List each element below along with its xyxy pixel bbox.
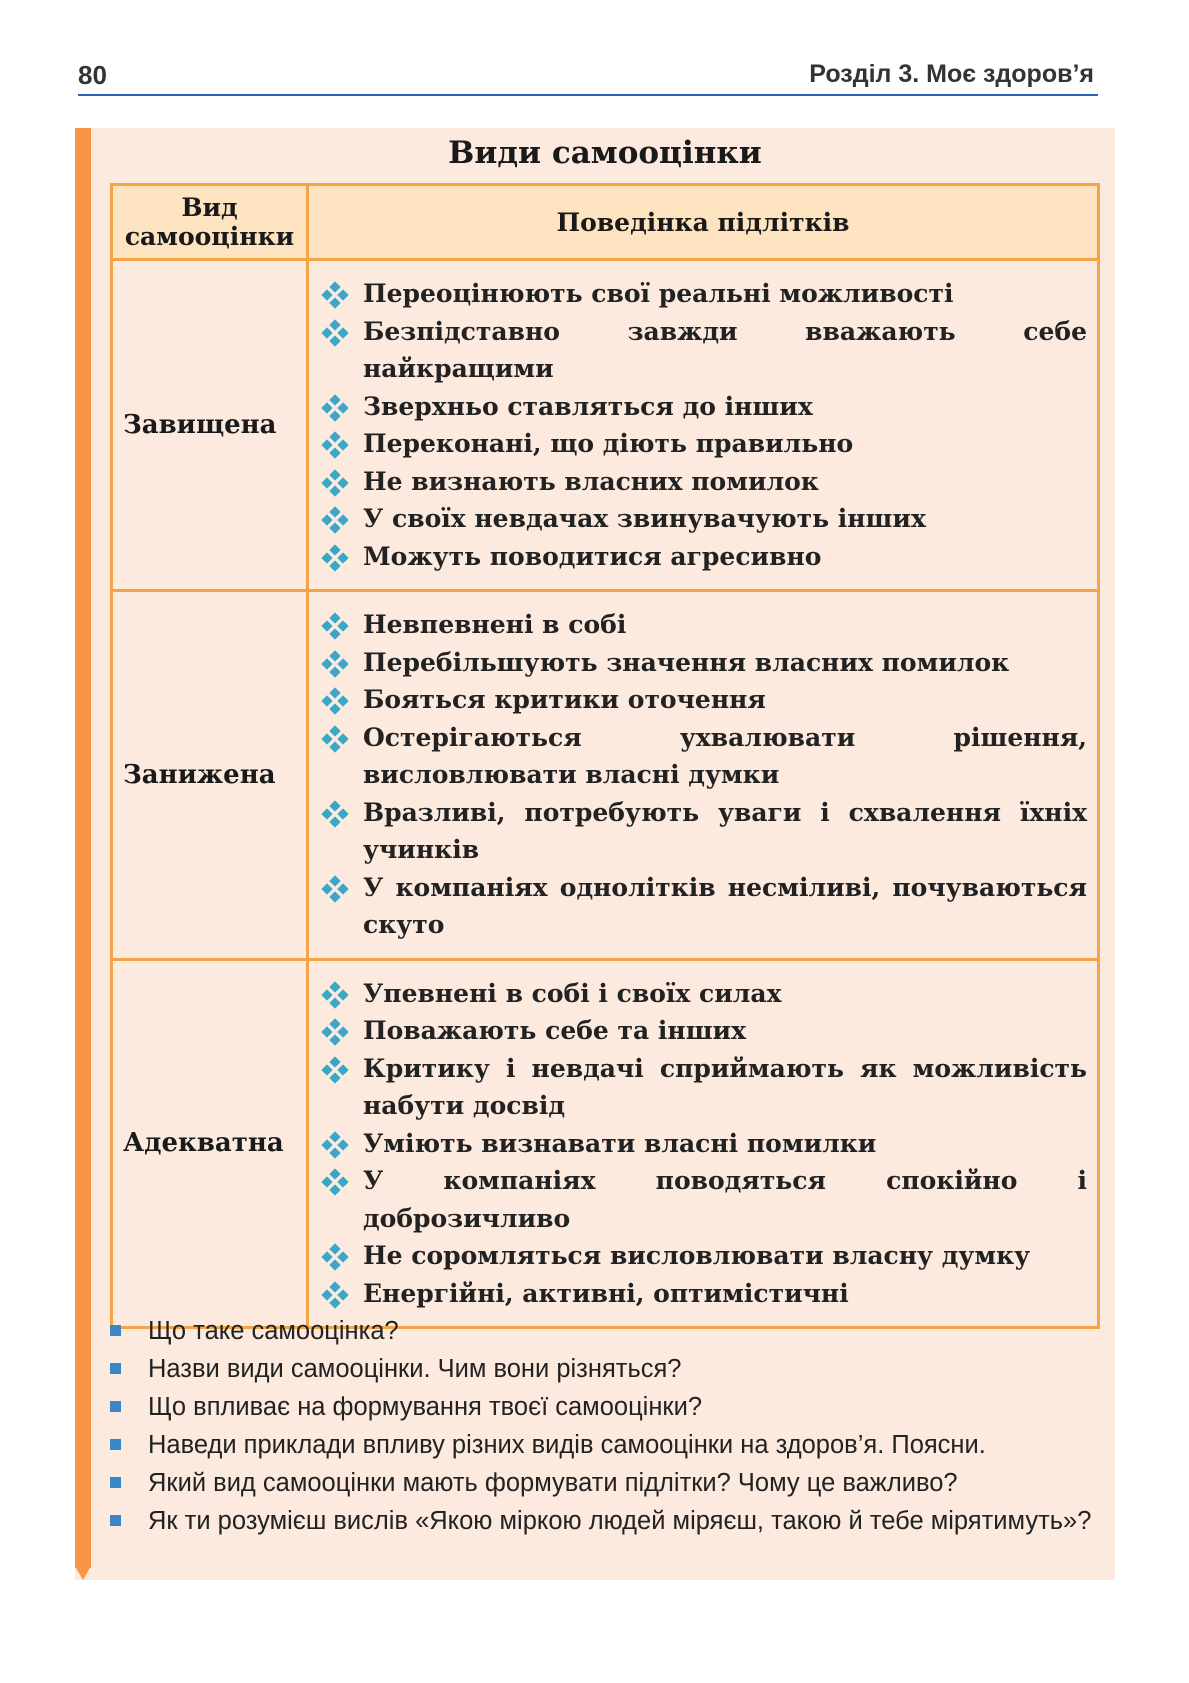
list-item: Не визнають власних помилок [323, 463, 1087, 501]
diamond-bullet-icon [323, 471, 347, 495]
side-accent-bar [75, 128, 91, 1568]
diamond-bullet-icon [323, 727, 347, 751]
review-questions [110, 1316, 1100, 1544]
question-item: Назви види самооцінки. Чим вони різняться? [110, 1354, 1100, 1385]
list-item: Остерігаються ухвалювати рішення, висловлювати власні думки [323, 719, 1087, 794]
list-item: Безпідставно завжди вважають себе найкращими [323, 313, 1087, 388]
behavior-cell [308, 260, 1099, 591]
diamond-bullet-icon [323, 652, 347, 676]
diamond-bullet-icon [323, 1245, 347, 1269]
list-item: Не соромляться висловлювати власну думку [323, 1237, 1087, 1275]
question-item: Наведи приклади впливу різних видів самооцінки на здоров’я. Поясни. [110, 1430, 1100, 1461]
box-title: Види самооцінки [448, 135, 762, 171]
diamond-bullet-icon [323, 321, 347, 345]
diamond-bullet-icon [323, 1133, 347, 1157]
diamond-bullet-icon [323, 546, 347, 570]
question-item: Як ти розумієш вислів «Якою міркою людей міряєш, такою й тебе мірятимуть»? [110, 1506, 1100, 1537]
list-item: У компаніях поводяться спокійно і доброзичливо [323, 1162, 1087, 1237]
list-item: Перебільшують значення власних помилок [323, 644, 1087, 682]
diamond-bullet-icon [323, 877, 347, 901]
behavior-list [323, 275, 1087, 575]
side-arrow-icon [75, 1566, 91, 1580]
diamond-bullet-icon [323, 1283, 347, 1307]
diamond-bullet-icon [323, 283, 347, 307]
diamond-bullet-icon [323, 396, 347, 420]
diamond-bullet-icon [323, 802, 347, 826]
table-header-row [112, 185, 1099, 260]
list-item: Енергійні, активні, оптимістичні [323, 1275, 1087, 1313]
column-header-type: Вид самооцінки [112, 185, 308, 260]
type-cell: Занижена [112, 591, 308, 960]
self-esteem-table [110, 183, 1100, 1329]
diamond-bullet-icon [323, 1058, 347, 1082]
list-item: Переоцінюють свої реальні можливості [323, 275, 1087, 313]
list-item: У своїх невдачах звинувачують інших [323, 500, 1087, 538]
type-cell: Адекватна [112, 959, 308, 1328]
diamond-bullet-icon [323, 614, 347, 638]
question-item: Який вид самооцінки мають формувати підлітки? Чому це важливо? [110, 1468, 1100, 1499]
diamond-bullet-icon [323, 983, 347, 1007]
list-item: Можуть поводитися агресивно [323, 538, 1087, 576]
list-item: Упевнені в собі і своїх силах [323, 975, 1087, 1013]
column-header-behavior: Поведінка підлітків [308, 185, 1099, 260]
list-item: Уміють визнавати власні помилки [323, 1125, 1087, 1163]
diamond-bullet-icon [323, 508, 347, 532]
behavior-list [323, 975, 1087, 1313]
diamond-bullet-icon [323, 1020, 347, 1044]
diamond-bullet-icon [323, 689, 347, 713]
behavior-cell [308, 591, 1099, 960]
square-bullet-icon [110, 1363, 121, 1374]
list-item: Вразливі, потребують уваги і схвалення їхніх учинків [323, 794, 1087, 869]
question-item: Що впливає на формування твоєї самооцінки? [110, 1392, 1100, 1423]
page-header [78, 58, 1098, 96]
list-item: Переконані, що діють правильно [323, 425, 1087, 463]
table-row [112, 260, 1099, 591]
type-cell: Завищена [112, 260, 308, 591]
list-item: Зверхньо ставляться до інших [323, 388, 1087, 426]
table-row [112, 591, 1099, 960]
square-bullet-icon [110, 1477, 121, 1488]
diamond-bullet-icon [323, 1170, 347, 1194]
list-item: У компаніях одноліткiв несміливі, почуваються скуто [323, 869, 1087, 944]
section-title: Розділ 3. Моє здоров’я [809, 60, 1094, 88]
question-item: Що таке самооцінка? [110, 1316, 1100, 1347]
square-bullet-icon [110, 1515, 121, 1526]
square-bullet-icon [110, 1401, 121, 1412]
diamond-bullet-icon [323, 433, 347, 457]
page-number: 80 [78, 60, 107, 90]
behavior-cell [308, 959, 1099, 1328]
list-item: Критику і невдачі сприймають як можливість набути досвід [323, 1050, 1087, 1125]
square-bullet-icon [110, 1439, 121, 1450]
square-bullet-icon [110, 1325, 121, 1336]
table-row [112, 959, 1099, 1328]
list-item: Невпевнені в собі [323, 606, 1087, 644]
behavior-list [323, 606, 1087, 944]
list-item: Бояться критики оточення [323, 681, 1087, 719]
list-item: Поважають себе та інших [323, 1012, 1087, 1050]
